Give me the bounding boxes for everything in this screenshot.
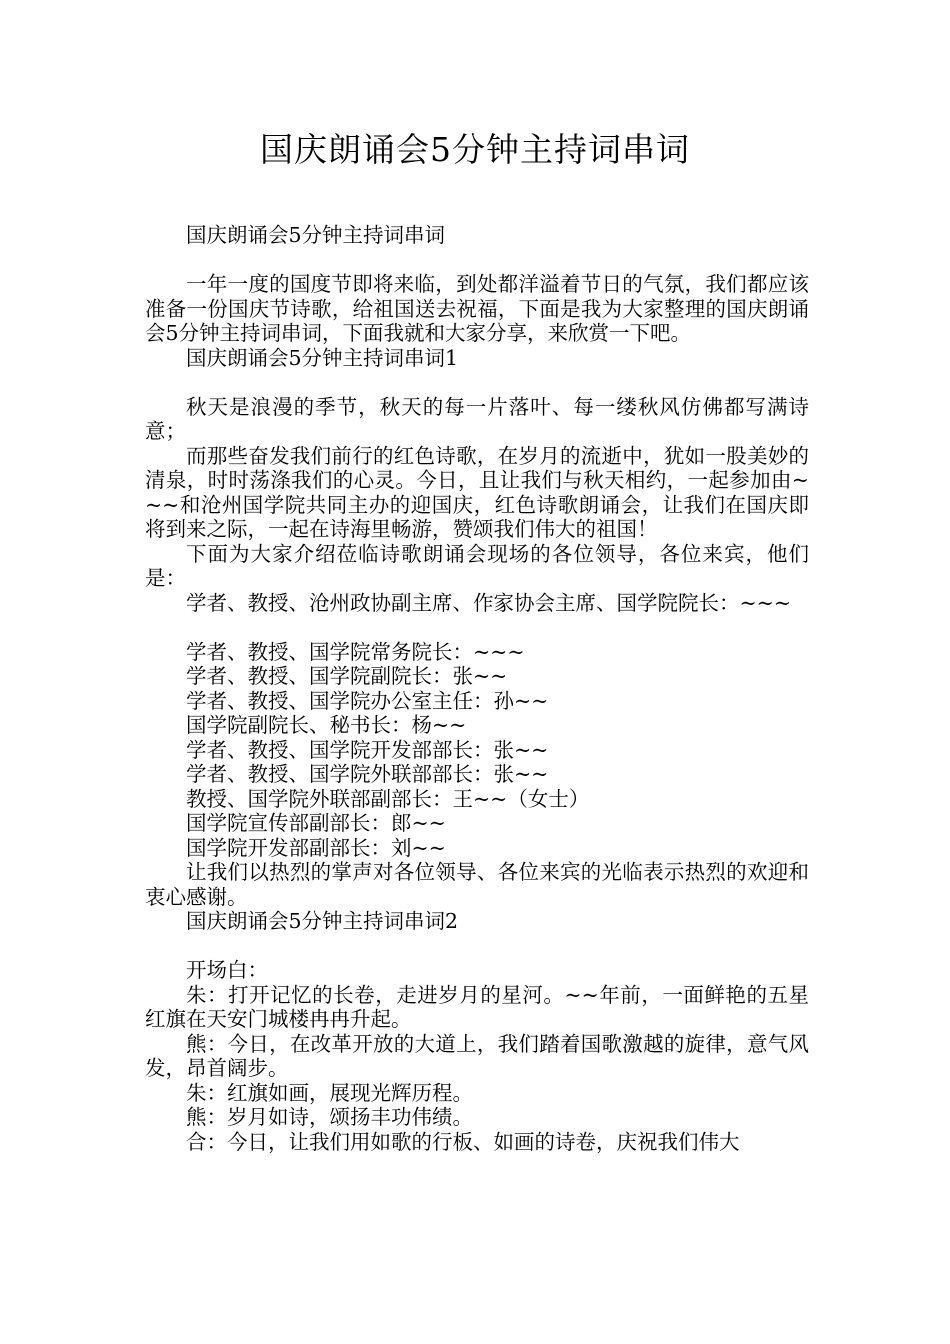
section-heading-2: 国庆朗诵会5分钟主持词串词2 — [186, 909, 459, 933]
guest-list-item: 学者、教授、国学院常务院长：~~~ — [186, 639, 525, 664]
paragraph: 下面为大家介绍莅临诗歌朗诵会现场的各位领导，各位来宾，他们是： — [145, 541, 809, 590]
blank-line — [145, 248, 809, 273]
guest-list-item: 学者、教授、沧州政协副主席、作家协会主席、国学院院长：~~~ — [186, 590, 792, 615]
paragraph: 而那些奋发我们前行的红色诗歌，在岁月的流逝中，犹如一股美妙的清泉，时时荡涤我们的心灵。今日，且让我们与秋天相约，一起参加由~~~和沧州国学院共同主办的迎国庆，红色诗歌朗诵会，让我们在国庆即将到来之际，一起在诗海里畅游，赞颂我们伟大的祖国！ — [145, 443, 809, 541]
guest-list-item: 国学院宣传部副部长：郎~~ — [186, 811, 446, 835]
blank-line — [145, 370, 809, 395]
paragraph-subtitle: 国庆朗诵会5分钟主持词串词 — [186, 223, 446, 247]
paragraph: 让我们以热烈的掌声对各位领导、各位来宾的光临表示热烈的欢迎和衷心感谢。 — [145, 860, 809, 909]
dialogue-line: 朱：红旗如画，展现光辉历程。 — [186, 1080, 473, 1105]
dialogue-line: 朱：打开记忆的长卷，走进岁月的星河。~~年前，一面鲜艳的五星红旗在天安门城楼冉冉升起。 — [145, 982, 809, 1031]
guest-list-item: 学者、教授、国学院办公室主任：孙~~ — [186, 688, 549, 713]
section-heading-1: 国庆朗诵会5分钟主持词串词1 — [186, 345, 459, 370]
paragraph: 秋天是浪漫的季节，秋天的每一片落叶、每一缕秋风仿佛都写满诗意； — [145, 394, 809, 443]
dialogue-line: 熊：今日，在改革开放的大道上，我们踏着国歌激越的旋律，意气风发，昂首阔步。 — [145, 1031, 809, 1080]
document-title: 国庆朗诵会5分钟主持词串词 — [260, 130, 690, 169]
guest-list-item: 教授、国学院外联部副部长：王~~（女士） — [186, 786, 590, 811]
guest-list-item: 学者、教授、国学院副院长：张~~ — [186, 664, 508, 688]
guest-list-item: 学者、教授、国学院开发部部长：张~~ — [186, 737, 549, 762]
document-body — [145, 223, 809, 1154]
dialogue-line: 熊：岁月如诗，颂扬丰功伟绩。 — [186, 1105, 473, 1129]
paragraph-intro: 一年一度的国度节即将来临，到处都洋溢着节日的气氛，我们都应该准备一份国庆节诗歌，给祖国送去祝福，下面是我为大家整理的国庆朗诵会5分钟主持词串词，下面我就和大家分享，来欣赏一下吧。 — [145, 272, 809, 345]
guest-list-item: 国学院开发部副部长：刘~~ — [186, 835, 446, 860]
guest-list-item: 学者、教授、国学院外联部部长：张~~ — [186, 762, 549, 786]
paragraph: 开场白： — [186, 958, 268, 982]
guest-list-item: 国学院副院长、秘书长：杨~~ — [186, 713, 467, 737]
blank-line — [145, 615, 809, 640]
dialogue-line: 合：今日，让我们用如歌的行板、如画的诗卷，庆祝我们伟大 — [186, 1129, 740, 1154]
blank-line — [145, 934, 809, 959]
